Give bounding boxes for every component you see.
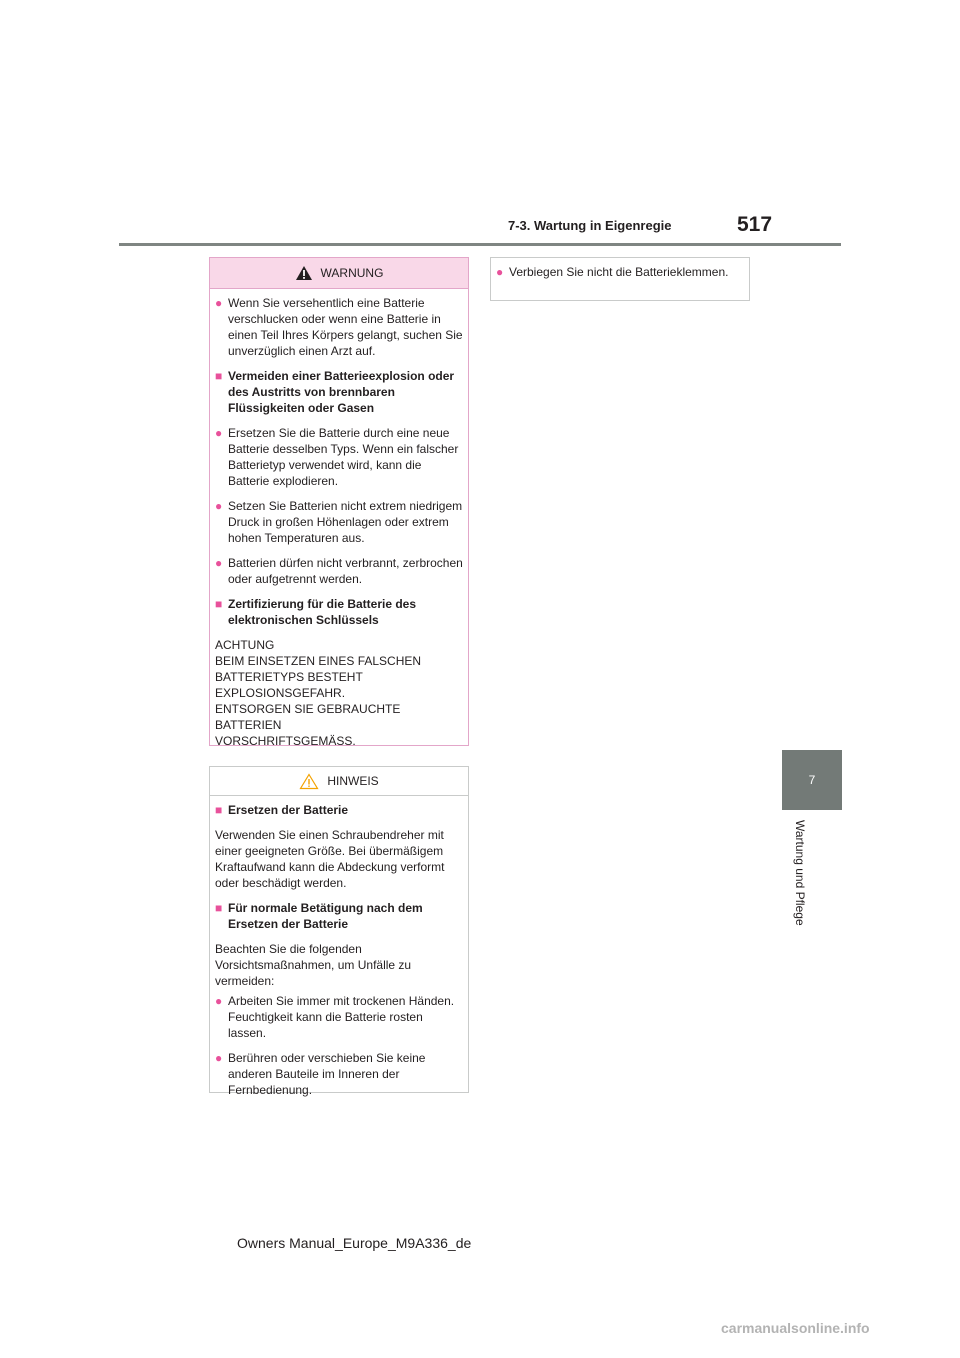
body-text: Verwenden Sie einen Schraubendreher mit einer geeigneten Größe. Bei übermäßigem Kraftaufwand kann die Abdeckung verformt oder beschädigt werden. <box>215 828 445 890</box>
subheading <box>215 802 463 818</box>
warning-box <box>209 257 469 746</box>
bullet-text: Batterien dürfen nicht verbrannt, zerbrochen oder aufgetrennt werden. <box>228 556 463 586</box>
circle-bullet-icon: ● <box>215 1051 223 1065</box>
note-content <box>210 796 468 1098</box>
bullet-text: Wenn Sie versehentlich eine Batterie verschlucken oder wenn eine Batterie in einen Teil Ihres Körpers gelangt, suchen Sie unverzüglich einen Arzt auf. <box>228 296 463 358</box>
circle-bullet-icon: ● <box>215 994 223 1008</box>
bullet-item <box>496 264 744 280</box>
square-bullet-icon: ■ <box>215 803 223 817</box>
page-number: 517 <box>737 213 773 236</box>
subheading <box>215 900 463 932</box>
bullet-text: Setzen Sie Batterien nicht extrem niedrigem Druck in großen Höhenlagen oder extrem hohen Temperaturen aus. <box>228 499 463 545</box>
bullet-item <box>215 295 463 359</box>
continued-warning-box <box>490 257 750 301</box>
continued-warning-content <box>491 258 749 280</box>
note-header <box>210 767 468 796</box>
warning-triangle-icon <box>295 265 313 281</box>
bullet-text: Verbiegen Sie nicht die Batterieklemmen. <box>509 265 729 279</box>
note-title: HINWEIS <box>327 774 379 788</box>
note-box <box>209 766 469 1097</box>
body-text: Beachten Sie die folgenden Vorsichtsmaßnahmen, um Unfälle zu vermeiden: <box>215 942 412 988</box>
bullet-text: Ersetzen Sie die Batterie durch eine neue Batterie desselben Typs. Wenn ein falscher Batterietyp verwendet wird, kann die Batterie explodieren. <box>228 426 459 488</box>
header-divider <box>119 243 841 246</box>
circle-bullet-icon: ● <box>215 296 223 310</box>
chapter-number: 7 <box>808 773 816 787</box>
subheading-text: Zertifizierung für die Batterie des elektronischen Schlüssels <box>228 597 417 627</box>
bullet-item <box>215 555 463 587</box>
footer-manual-id: Owners Manual_Europe_M9A336_de <box>237 1235 472 1251</box>
caution-triangle-icon <box>299 773 319 790</box>
circle-bullet-icon: ● <box>215 426 223 440</box>
subheading-text: Ersetzen der Batterie <box>228 803 349 817</box>
subheading-text: Für normale Betätigung nach dem Ersetzen der Batterie <box>228 901 423 931</box>
circle-bullet-icon: ● <box>215 556 223 570</box>
bullet-item <box>215 498 463 546</box>
section-title: 7-3. Wartung in Eigenregie <box>508 218 672 233</box>
warning-title: WARNUNG <box>320 266 384 280</box>
body-text: ACHTUNG BEIM EINSETZEN EINES FALSCHEN BATTERIETYPS BESTEHT EXPLOSIONSGEFAHR. ENTSORGEN SIE GEBRAUCHTE BATTERIEN VORSCHRIFTSGEMÄSS. <box>215 638 422 748</box>
warning-header <box>210 258 468 289</box>
chapter-title: Wartung und Pflege <box>793 820 807 926</box>
square-bullet-icon: ■ <box>215 597 223 611</box>
circle-bullet-icon: ● <box>215 499 223 513</box>
square-bullet-icon: ■ <box>215 901 223 915</box>
warning-content <box>210 289 468 749</box>
subheading <box>215 368 463 416</box>
watermark: carmanualsonline.info <box>721 1320 870 1336</box>
bullet-item <box>215 425 463 489</box>
circle-bullet-icon: ● <box>496 265 504 279</box>
bullet-text: Berühren oder verschieben Sie keine anderen Bauteile im Inneren der Fernbedienung. <box>228 1051 426 1097</box>
bullet-item <box>215 993 463 1041</box>
bullet-text: Arbeiten Sie immer mit trockenen Händen. Feuchtigkeit kann die Batterie rosten lassen. <box>228 994 455 1040</box>
subheading-text: Vermeiden einer Batterieexplosion oder des Austritts von brennbaren Flüssigkeiten oder Gasen <box>228 369 455 415</box>
bullet-item <box>215 1050 463 1098</box>
chapter-tab <box>782 750 842 810</box>
square-bullet-icon: ■ <box>215 369 223 383</box>
subheading <box>215 596 463 628</box>
